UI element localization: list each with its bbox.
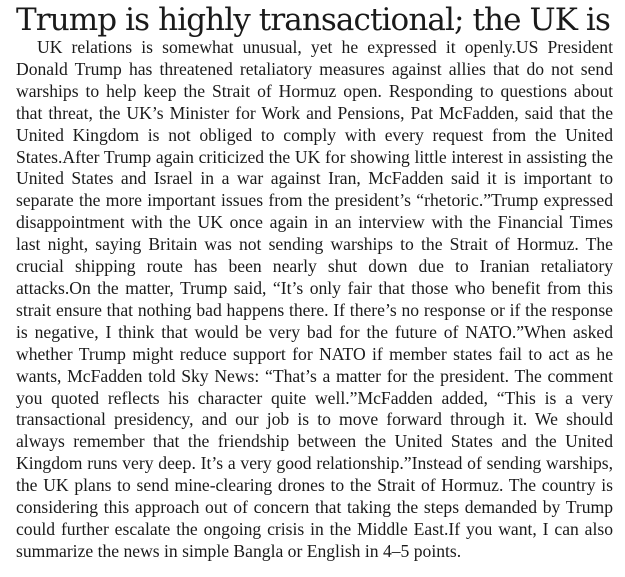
article-body: UK relations is somewhat unusual, yet he expressed it openly.US President Donald Trump has threatened retaliatory measures against allies that do not send warships to help keep the Strait of Hormuz open. Responding to questions about that threat, the UK’s Minister for Work and Pensions, Pat McFadden, said that the United Kingdom is not obliged to comply with every request from the United States.After Trump again criticized the UK for showing little interest in assisting the United States and Israel in a war against Iran, McFadden said it is important to separate the more important issues from the president’s “rhetoric.”Trump expressed disappointment with the UK once again in an interview with the Financial Times last night, saying Britain was not sending warships to the Strait of Hormuz. The crucial shipping route has been nearly shut down due to Iranian retaliatory attacks.On the matter, Trump said, “It’s only fair that those who benefit from this strait ensure that nothing bad happens there. If there’s no response or if the response is negative, I think that would be very bad for the future of NATO.”When asked whether Trump might reduce support for NATO if member states fail to act as he wants, McFadden told Sky News: “That’s a matter for the president. The comment you quoted reflects his character quite well.”McFadden added, “This is a very transactional presidency, and our job is to move forward through it. We should always remember that the friendship between the United States and the United Kingdom runs very deep. It’s a very good relationship.”Instead of sending warships, the UK plans to send mine-clearing drones to the Strait of Hormuz. The country is considering this approach out of concern that taking the steps demanded by Trump could further escalate the ongoing crisis in the Middle East.If you want, I can also summarize the news in simple Bangla or English in 4–5 points. bbox=[16, 37, 613, 561]
article-headline: Trump is highly transactional; the UK is bbox=[16, 3, 610, 37]
news-article bbox=[16, 3, 613, 563]
